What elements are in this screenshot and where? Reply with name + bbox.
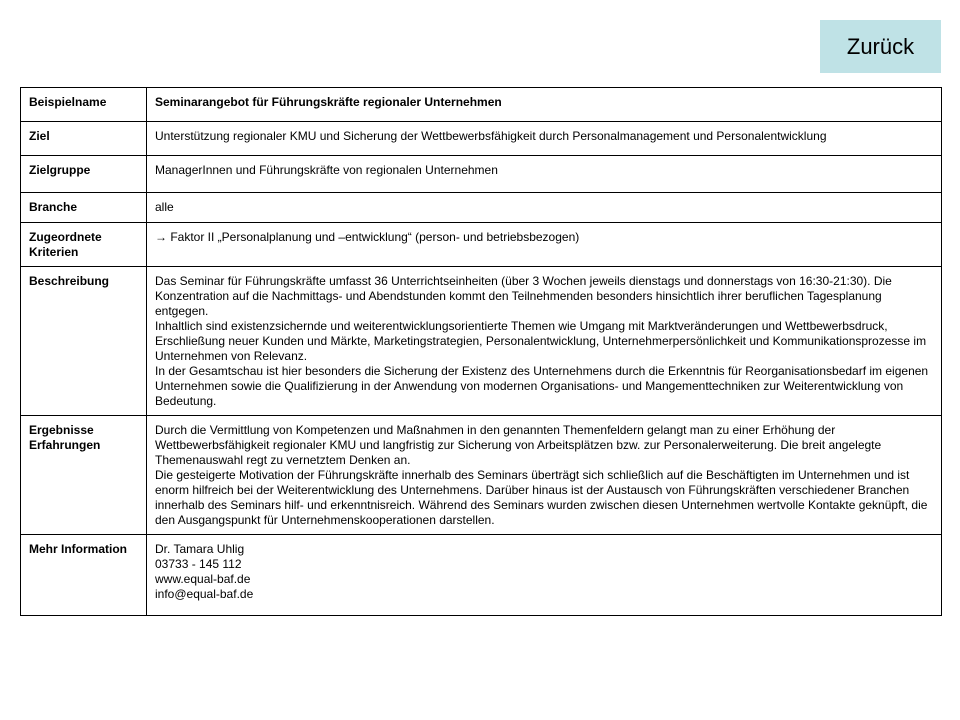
table-row-beispielname <box>21 88 942 122</box>
table-row-zielgruppe <box>21 156 942 193</box>
table-row-beschreibung <box>21 267 942 416</box>
row-label-beschreibung: Beschreibung <box>21 267 147 416</box>
table-row-branche <box>21 193 942 223</box>
row-value-beschreibung: Das Seminar für Führungskräfte umfasst 36 Unterrichtseinheiten (über 3 Wochen jeweils dienstags und donnerstags von 16:30-21:30). Die Konzentration auf die Nachmittags- und Abendstunden kommt den Teilnehmenden besonders hinsichtlich ihrer beruflichen Tagesplanung entgegen. Inhaltlich sind existenzsichernde und weiterentwicklungsorientierte Themen wie Umgang mit Marktveränderungen und Wettbewerbsdruck, Erschließung neuer Kunden und Märkte, Marketingstrategien, Personalentwicklung, Unternehmerpersönlichkeit und Kommunikationsprozesse im Unternehmen von Relevanz. In der Gesamtschau ist hier besonders die Sicherung der Existenz des Unternehmens durch die Erkenntnis für Reorganisationsbedarf im eigenen Unternehmen sowie die Qualifizierung in der Anwendung von modernen Organisations- und Mangementtechniken zur Weiterentwicklung von Bedeutung. <box>147 267 942 416</box>
info-table <box>20 87 942 616</box>
table-row-kriterien <box>21 223 942 267</box>
row-label-zielgruppe: Zielgruppe <box>21 156 147 193</box>
arrow-right-icon: → <box>155 230 167 244</box>
row-value-ziel: Unterstützung regionaler KMU und Sicherung der Wettbewerbsfähigkeit durch Personalmanagement und Personalentwicklung <box>147 122 942 156</box>
row-label-mehr-information: Mehr Information <box>21 535 147 616</box>
row-value-branche: alle <box>147 193 942 223</box>
row-value-kriterien <box>147 223 942 267</box>
row-value-beispielname: Seminarangebot für Führungskräfte regionaler Unternehmen <box>147 88 942 122</box>
row-label-branche: Branche <box>21 193 147 223</box>
row-label-beispielname: Beispielname <box>21 88 147 122</box>
table-row-ziel <box>21 122 942 156</box>
table-row-ergebnisse <box>21 416 942 535</box>
row-value-zielgruppe: ManagerInnen und Führungskräfte von regionalen Unternehmen <box>147 156 942 193</box>
row-value-ergebnisse: Durch die Vermittlung von Kompetenzen und Maßnahmen in den genannten Themenfeldern gelangt man zu einer Erhöhung der Wettbewerbsfähigkeit regionaler KMU und langfristig zur Sicherung von Arbeitsplätzen bzw. zur Personalerweiterung. Die breit angelegte Themenauswahl regt zu vernetztem Denken an. Die gesteigerte Motivation der Führungskräfte innerhalb des Seminars überträgt sich schließlich auf die Beschäftigten im Unternehmen und ist enorm hilfreich bei der Weiterentwicklung des Unternehmens. Darüber hinaus ist der Austausch von Führungskräften verschiedener Branchen innerhalb des Seminars hilf- und erkenntnisreich. Während des Seminars wurden zwischen diesen Unternehmen wertvolle Kontakte geknüpft, die den Ausgangspunkt für Unternehmenskooperationen darstellen. <box>147 416 942 535</box>
row-label-ziel: Ziel <box>21 122 147 156</box>
back-button[interactable]: Zurück <box>820 20 941 73</box>
row-label-kriterien: Zugeordnete Kriterien <box>21 223 147 267</box>
kriterien-text: Faktor II „Personalplanung und –entwicklung“ (person- und betriebsbezogen) <box>167 230 580 244</box>
row-value-mehr-information: Dr. Tamara Uhlig 03733 - 145 112 www.equal-baf.de info@equal-baf.de <box>147 535 942 616</box>
row-label-ergebnisse: Ergebnisse Erfahrungen <box>21 416 147 535</box>
table-row-mehr-information <box>21 535 942 616</box>
